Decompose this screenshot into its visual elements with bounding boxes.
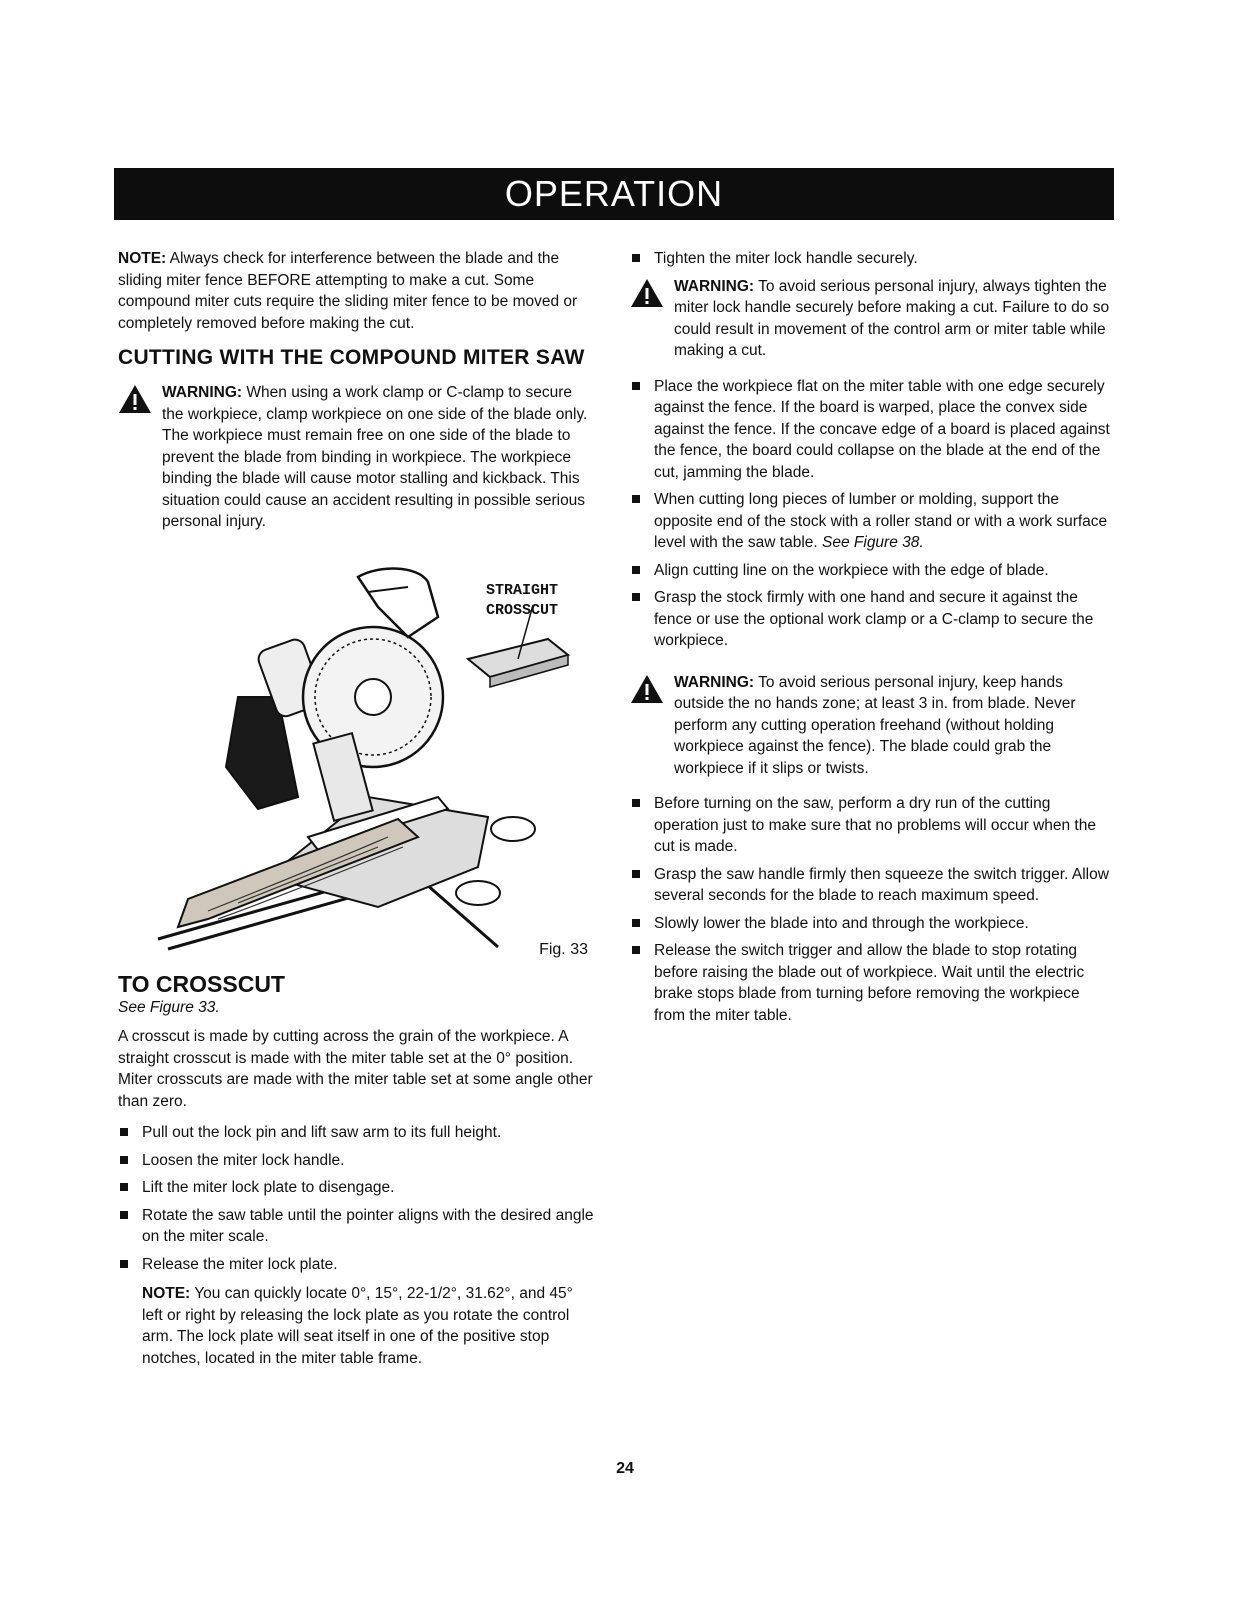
figure-callout-line2: CROSSCUT	[486, 601, 559, 619]
note-label: NOTE:	[118, 250, 167, 267]
warning-triangle-icon	[630, 674, 664, 704]
note-paragraph	[118, 248, 596, 334]
note-text: Always check for interference between the blade and the sliding miter fence BEFORE attempting to make a cut. Some compound miter cuts require the sliding miter fence to be moved or completely removed before making the cut.	[118, 250, 578, 332]
list-item: Rotate the saw table until the pointer aligns with the desired angle on the miter scale.	[118, 1205, 596, 1248]
workpiece-steps	[630, 376, 1114, 652]
figure-caption: Fig. 33	[539, 941, 588, 958]
warning-no-hands-zone	[630, 672, 1114, 780]
section-title: OPERATION	[504, 173, 724, 214]
warning-triangle-icon	[630, 278, 664, 308]
warning-lock-handle	[630, 276, 1114, 362]
crosscut-steps	[118, 1122, 596, 1275]
list-item	[630, 489, 1114, 554]
cutting-steps	[630, 793, 1114, 1026]
figure-callout	[486, 581, 558, 621]
crosscut-description: A crosscut is made by cutting across the grain of the workpiece. A straight crosscut is made with the miter table set at the 0° position. Miter crosscuts are made with the miter table set at some angle other than zero.	[118, 1028, 593, 1110]
list-item: Loosen the miter lock handle.	[118, 1150, 596, 1172]
miter-saw-figure	[118, 547, 596, 967]
left-column	[118, 248, 596, 1369]
warning-text: To avoid serious personal injury, keep hands outside the no hands zone; at least 3 in. from blade. Never perform any cutting operation freehand (without holding workpiece against the fence). The blade could grab the workpiece if it slips or twists.	[674, 673, 1076, 777]
heading-compound-miter: CUTTING WITH THE COMPOUND MITER SAW	[118, 346, 585, 369]
list-item: Grasp the saw handle firmly then squeeze the switch trigger. Allow several seconds for the blade to reach maximum speed.	[630, 864, 1114, 907]
warning-triangle-icon	[118, 384, 152, 414]
list-item: Grasp the stock firmly with one hand and secure it against the fence or use the optional work clamp or a C-clamp to secure the workpiece.	[630, 587, 1114, 652]
note-text: You can quickly locate 0°, 15°, 22-1/2°, 31.62°, and 45° left or right by releasing the lock plate as you rotate the control arm. The lock plate will seat itself in one of the positive stop notches, located in the miter table frame.	[142, 1285, 573, 1367]
warning-label: WARNING:	[674, 277, 755, 295]
list-item-text: When cutting long pieces of lumber or molding, support the opposite end of the stock with a roller stand or with a work surface level with the saw table.	[654, 491, 1108, 551]
warning-label: WARNING:	[162, 384, 243, 401]
warning-clamp	[118, 382, 596, 533]
tighten-step	[630, 248, 1114, 270]
see-figure-38: See Figure 38.	[822, 534, 924, 551]
list-item: Before turning on the saw, perform a dry run of the cutting operation just to make sure that no problems will occur when the cut is made.	[630, 793, 1114, 858]
list-item: Release the switch trigger and allow the blade to stop rotating before raising the blade out of workpiece. Wait until the electric brake stops blade from turning before removing the workpiece from the miter table.	[630, 940, 1114, 1026]
warning-text: To avoid serious personal injury, always tighten the miter lock handle securely before making a cut. Failure to do so could result in movement of the control arm or miter table while making a cut.	[674, 277, 1110, 359]
list-item: Align cutting line on the workpiece with the edge of blade.	[630, 560, 1114, 582]
figure-callout-line1: STRAIGHT	[486, 581, 559, 599]
section-header	[114, 168, 1114, 220]
list-item: Tighten the miter lock handle securely.	[630, 248, 1114, 270]
list-item: Pull out the lock pin and lift saw arm to its full height.	[118, 1122, 596, 1144]
list-item: Slowly lower the blade into and through the workpiece.	[630, 913, 1114, 935]
list-item: Place the workpiece flat on the miter table with one edge securely against the fence. If the board is warped, place the convex side against the fence. If the concave edge of a board is placed against the fence, the board could collapse on the blade at the end of the cut, jamming the blade.	[630, 376, 1114, 484]
see-figure-reference: See Figure 33.	[118, 998, 220, 1016]
warning-label: WARNING:	[674, 673, 755, 691]
list-item: Lift the miter lock plate to disengage.	[118, 1177, 596, 1199]
note-positive-stops	[142, 1283, 596, 1369]
heading-crosscut: TO CROSSCUT	[118, 970, 285, 997]
note-label: NOTE:	[142, 1285, 191, 1302]
right-column	[630, 248, 1114, 1032]
warning-text: When using a work clamp or C-clamp to secure the workpiece, clamp workpiece on one side of the blade only. The workpiece must remain free on one side of the blade to prevent the blade from binding in workpiece. The workpiece binding the blade will cause motor stalling and kickback. This situation could cause an accident resulting in possible serious personal injury.	[162, 384, 588, 530]
page-number: 24	[616, 1460, 634, 1477]
list-item: Release the miter lock plate.	[118, 1254, 596, 1276]
